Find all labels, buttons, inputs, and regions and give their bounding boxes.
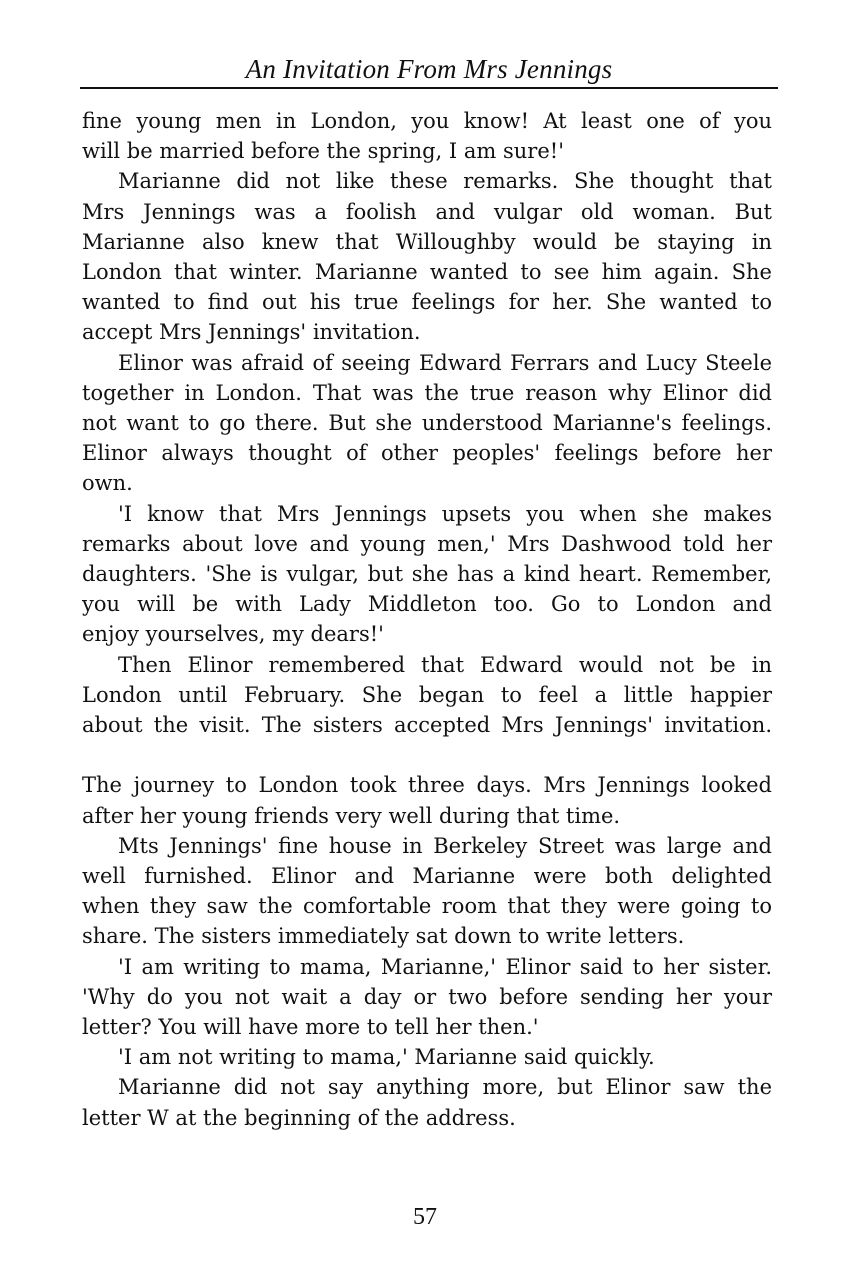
text-line: together in London. That was the true reason why Elinor did	[82, 380, 772, 405]
text-line: share. The sisters immediately sat down to write letters.	[82, 924, 685, 949]
text-line: Marianne did not say anything more, but Elinor saw the	[118, 1075, 772, 1100]
body-text	[82, 106, 772, 1133]
text-line: 'I know that Mrs Jennings upsets you when she makes	[118, 501, 772, 526]
text-line: 'I am writing to mama, Marianne,' Elinor said to her sister.	[118, 954, 772, 979]
text-line: fine young men in London, you know! At least one of you	[82, 109, 772, 133]
text-line: letter W at the beginning of the address.	[82, 1105, 516, 1130]
text-line: not want to go there. But she understood Marianne's feelings.	[82, 411, 772, 436]
text-line: Mrs Jennings was a foolish and vulgar old woman. But	[82, 199, 772, 224]
text-line: will be married before the spring, I am sure!'	[82, 139, 564, 164]
text-line: letter? You will have more to tell her then.'	[82, 1015, 539, 1040]
text-line: daughters. 'She is vulgar, but she has a kind heart. Remember,	[82, 562, 772, 587]
text-line: The journey to London took three days. Mrs Jennings looked	[82, 773, 772, 798]
text-line: after her young friends very well during that time.	[82, 803, 621, 828]
text-line: Elinor was afraid of seeing Edward Ferrars and Lucy Steele	[118, 350, 772, 375]
text-line: you will be with Lady Middleton too. Go to London and	[82, 592, 772, 617]
text-line: accept Mrs Jennings' invitation.	[82, 320, 421, 345]
text-line: wanted to find out his true feelings for her. She wanted to	[82, 290, 772, 315]
header-rule	[80, 87, 778, 89]
text-line: remarks about love and young men,' Mrs Dashwood told her	[82, 531, 772, 556]
text-line: Elinor always thought of other peoples' feelings before her	[82, 441, 772, 466]
text-line: Marianne did not like these remarks. She thought that	[118, 169, 772, 194]
text-line: London until February. She began to feel a little happier	[82, 682, 772, 707]
text-line: 'Why do you not wait a day or two before sending her your	[82, 984, 772, 1009]
text-line: Then Elinor remembered that Edward would not be in	[118, 652, 772, 677]
running-head: An Invitation From Mrs Jennings	[245, 54, 613, 84]
text-line: own.	[82, 471, 133, 496]
text-line: Marianne also knew that Willoughby would be staying in	[82, 229, 772, 254]
text-line: enjoy yourselves, my dears!'	[82, 622, 384, 647]
text-line: 'I am not writing to mama,' Marianne said quickly.	[118, 1045, 655, 1070]
page-number: 57	[413, 1204, 437, 1230]
text-line: well furnished. Elinor and Marianne were both delighted	[82, 864, 772, 889]
text-line: Mts Jennings' fine house in Berkeley Street was large and	[118, 833, 772, 858]
text-line: London that winter. Marianne wanted to see him again. She	[82, 260, 772, 285]
text-line: about the visit. The sisters accepted Mrs Jennings' invitation.	[82, 713, 772, 738]
text-line: when they saw the comfortable room that they were going to	[82, 894, 772, 919]
